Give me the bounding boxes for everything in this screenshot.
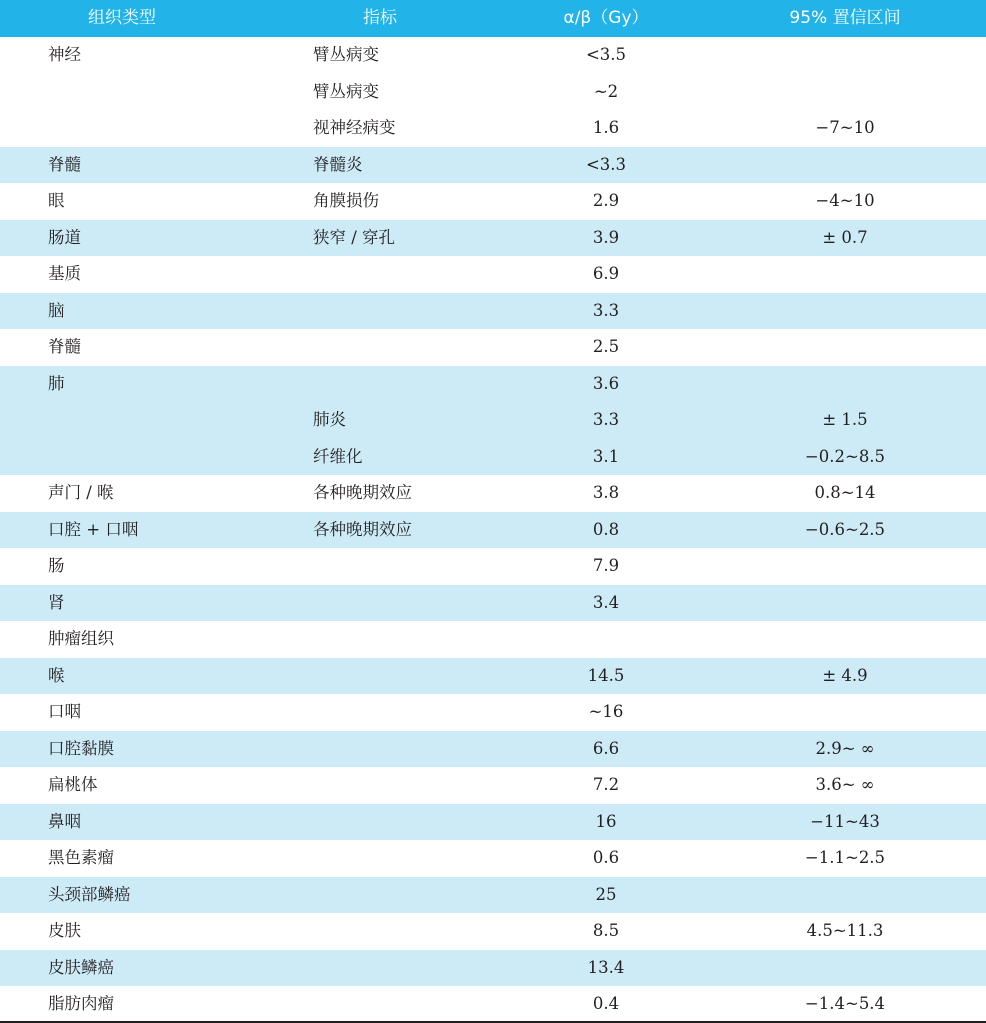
table-row — [0, 329, 986, 366]
cell-confidence-interval — [760, 548, 930, 585]
cell-confidence-interval: −7~10 — [815, 118, 875, 137]
cell-endpoint: 纤维化 — [313, 446, 363, 466]
cell-tissue-type: 黑色素瘤 — [48, 848, 114, 867]
header-confidence-interval: 95% 置信区间 — [789, 8, 901, 28]
table-row — [0, 804, 986, 841]
cell-alpha-beta: 14.5 — [587, 665, 625, 685]
table-row — [0, 74, 986, 111]
table-row — [0, 37, 986, 74]
table-row — [0, 110, 986, 147]
table-row — [0, 731, 986, 768]
cell-confidence-interval — [760, 621, 930, 658]
table-row — [0, 913, 986, 950]
cell-tissue-type: 鼻咽 — [48, 811, 81, 831]
table-row — [0, 439, 986, 476]
cell-endpoint: 肺炎 — [313, 410, 346, 429]
cell-confidence-interval — [760, 37, 930, 74]
table-row — [0, 256, 986, 293]
cell-alpha-beta: <3.5 — [585, 45, 627, 64]
table-row — [0, 658, 986, 695]
cell-endpoint: 各种晚期效应 — [313, 519, 412, 539]
cell-alpha-beta: 3.4 — [592, 592, 620, 612]
table-row — [0, 147, 986, 184]
cell-confidence-interval — [760, 366, 930, 403]
table-row — [0, 986, 986, 1023]
cell-alpha-beta — [546, 621, 666, 658]
cell-alpha-beta: 3.6 — [592, 373, 620, 393]
cell-alpha-beta: 13.4 — [587, 957, 625, 977]
cell-tissue-type: 脊髓 — [48, 154, 81, 174]
table-row — [0, 366, 986, 403]
table-row — [0, 220, 986, 257]
cell-tissue-type: 脑 — [48, 300, 65, 320]
cell-tissue-type: 头颈部鳞癌 — [48, 884, 131, 904]
cell-alpha-beta: ~16 — [588, 702, 624, 721]
header-tissue-type: 组织类型 — [88, 8, 156, 28]
table-row — [0, 293, 986, 330]
cell-tissue-type: 肠 — [48, 556, 65, 575]
cell-tissue-type: 口腔 + 口咽 — [48, 519, 139, 539]
cell-confidence-interval: ± 0.7 — [822, 227, 868, 247]
table-row — [0, 512, 986, 549]
cell-confidence-interval — [760, 329, 930, 366]
table-row — [0, 877, 986, 914]
cell-endpoint: 角膜损伤 — [313, 191, 379, 210]
cell-endpoint: 脊髓炎 — [313, 154, 363, 174]
cell-confidence-interval: 3.6~ ∞ — [815, 775, 875, 794]
cell-confidence-interval: 4.5~11.3 — [806, 921, 884, 940]
cell-confidence-interval: −1.4~5.4 — [804, 994, 886, 1013]
table-row — [0, 585, 986, 622]
table-row — [0, 402, 986, 439]
table-row — [0, 767, 986, 804]
cell-confidence-interval: −11~43 — [810, 811, 880, 831]
cell-confidence-interval: −0.2~8.5 — [804, 446, 886, 466]
table-body — [0, 37, 986, 1023]
cell-alpha-beta: 3.9 — [592, 227, 620, 247]
cell-tissue-type: 口腔黏膜 — [48, 738, 114, 758]
cell-tissue-type: 肾 — [48, 592, 65, 612]
table-row — [0, 840, 986, 877]
cell-alpha-beta: 2.9 — [592, 191, 620, 210]
table-row — [0, 475, 986, 512]
cell-alpha-beta: ~2 — [593, 81, 619, 101]
cell-endpoint: 各种晚期效应 — [313, 483, 412, 502]
cell-alpha-beta: 0.8 — [592, 519, 620, 539]
cell-tissue-type: 皮肤 — [48, 921, 81, 940]
cell-alpha-beta: 3.3 — [592, 300, 620, 320]
cell-alpha-beta: 0.6 — [592, 848, 620, 867]
cell-alpha-beta: 6.6 — [592, 738, 620, 758]
cell-alpha-beta: 3.1 — [592, 446, 620, 466]
cell-tissue-type: 肠道 — [48, 227, 81, 247]
cell-alpha-beta: 25 — [595, 884, 617, 904]
cell-confidence-interval: −4~10 — [815, 191, 875, 210]
header-endpoint: 指标 — [363, 8, 397, 28]
cell-tissue-type: 皮肤鳞癌 — [48, 957, 114, 977]
cell-confidence-interval — [760, 256, 930, 293]
table-row — [0, 621, 986, 658]
table-header — [0, 0, 986, 37]
cell-confidence-interval: −1.1~2.5 — [804, 848, 886, 867]
cell-tissue-type: 声门 / 喉 — [48, 483, 114, 502]
cell-confidence-interval — [760, 950, 930, 987]
cell-confidence-interval — [760, 877, 930, 914]
cell-confidence-interval: 2.9~ ∞ — [815, 738, 875, 758]
cell-alpha-beta: 7.2 — [592, 775, 620, 794]
cell-endpoint: 视神经病变 — [313, 118, 396, 137]
cell-confidence-interval: 0.8~14 — [814, 483, 876, 502]
cell-tissue-type: 肺 — [48, 373, 65, 393]
cell-endpoint: 狭窄 / 穿孔 — [313, 227, 396, 247]
cell-confidence-interval — [760, 585, 930, 622]
table-row — [0, 694, 986, 731]
cell-alpha-beta: <3.3 — [585, 154, 627, 174]
table-row — [0, 548, 986, 585]
cell-endpoint: 臂丛病变 — [313, 45, 379, 64]
cell-tissue-type: 眼 — [48, 191, 65, 210]
cell-confidence-interval: −0.6~2.5 — [804, 519, 886, 539]
cell-confidence-interval: ± 4.9 — [822, 665, 868, 685]
cell-tissue-type: 喉 — [48, 665, 65, 685]
cell-tissue-type: 脂肪肉瘤 — [48, 994, 114, 1013]
cell-tissue-type: 肿瘤组织 — [48, 629, 114, 648]
cell-tissue-type: 扁桃体 — [48, 775, 98, 794]
cell-confidence-interval — [760, 694, 930, 731]
table-row — [0, 183, 986, 220]
cell-alpha-beta: 8.5 — [592, 921, 620, 940]
cell-tissue-type: 口咽 — [48, 702, 81, 721]
header-alpha-beta: α/β（Gy） — [563, 8, 649, 28]
cell-alpha-beta: 2.5 — [592, 337, 620, 356]
cell-alpha-beta: 3.8 — [592, 483, 620, 502]
cell-tissue-type: 基质 — [48, 264, 81, 283]
cell-confidence-interval: ± 1.5 — [822, 410, 868, 429]
cell-alpha-beta: 16 — [595, 811, 617, 831]
cell-endpoint: 臂丛病变 — [313, 81, 379, 101]
cell-confidence-interval — [760, 147, 930, 184]
cell-alpha-beta: 7.9 — [592, 556, 620, 575]
cell-tissue-type: 脊髓 — [48, 337, 81, 356]
cell-alpha-beta: 3.3 — [592, 410, 620, 429]
cell-alpha-beta: 1.6 — [592, 118, 620, 137]
table-row — [0, 950, 986, 987]
cell-alpha-beta: 0.4 — [592, 994, 620, 1013]
cell-confidence-interval — [760, 74, 930, 111]
cell-tissue-type: 神经 — [48, 45, 81, 64]
cell-confidence-interval — [760, 293, 930, 330]
cell-alpha-beta: 6.9 — [592, 264, 620, 283]
